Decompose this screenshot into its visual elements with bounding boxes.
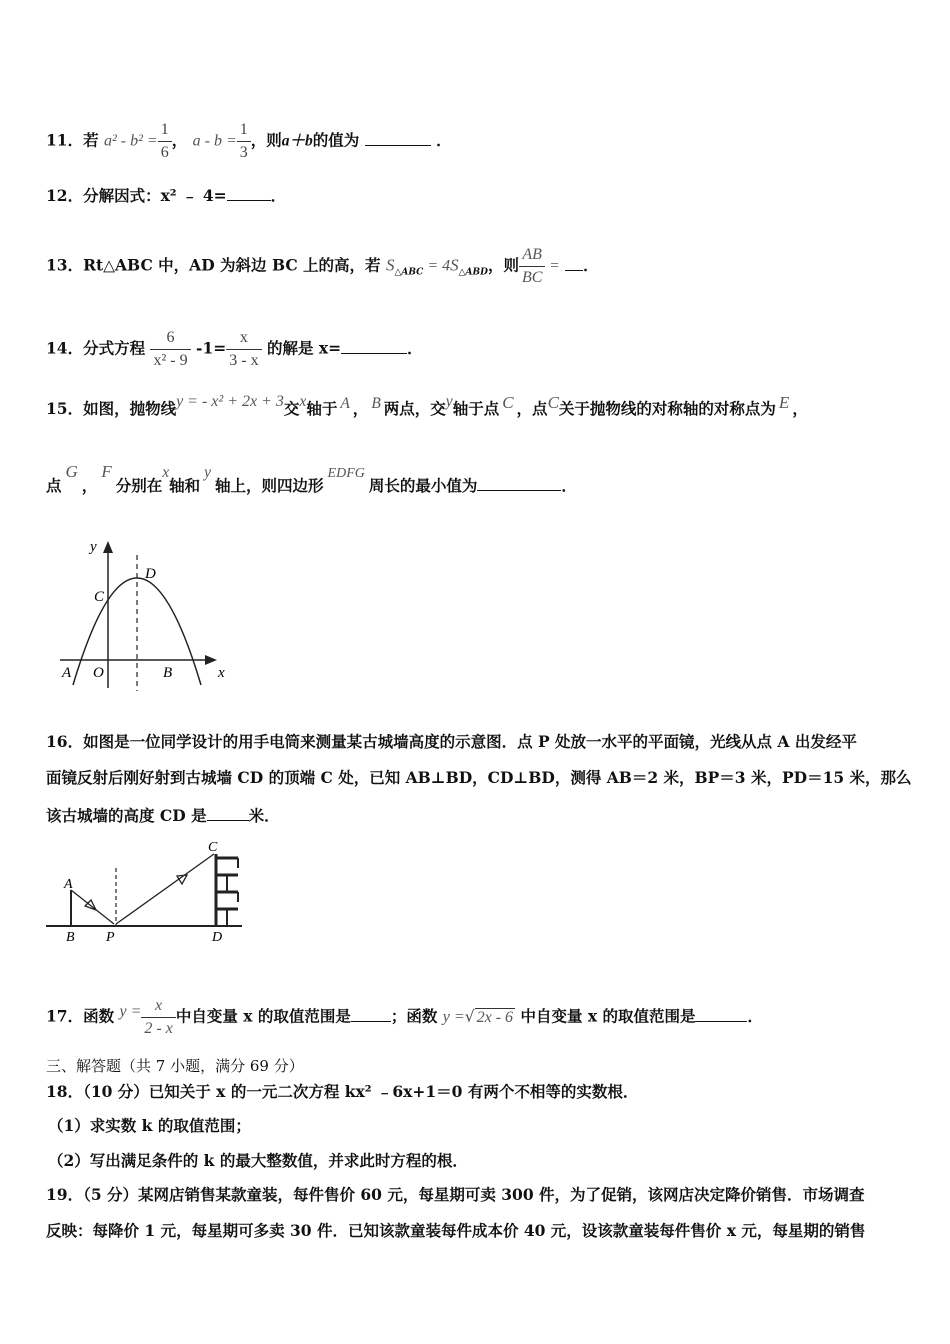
q17-frac: $\frac{x}{2 - x}$ (141, 996, 175, 1039)
point-P-label: P (106, 930, 115, 945)
question-16-line-2: 面镜反射后刚好射到古城墙 CD 的顶端 C 处，已知 AB⊥BD，CD⊥BD，测得 AB＝2 米，BP＝3 米，PD＝15 米，那么 (46, 768, 912, 787)
q11-frac-2: $\frac{1}{3}$ (237, 120, 251, 163)
point-B-label: B (163, 665, 173, 681)
point-D-label: D (212, 930, 223, 945)
ray-AP (71, 890, 114, 924)
question-18-part-1: （1）求实数 k 的取值范围； (48, 1116, 251, 1135)
answer-blank[interactable] (207, 806, 249, 821)
mirror-diagram (44, 838, 249, 948)
answer-blank[interactable] (565, 256, 583, 271)
question-14: 14．分式方程 $\frac{6}{\text{x² - 9}}$ -1= $\frac{x}{3 - x}$ 的解是 x= ． (46, 329, 423, 369)
answer-blank[interactable] (341, 339, 407, 354)
question-15-line-1: 15．如图，抛物线y = - x² + 2x + 3交x轴于 A ， B 两点，交y轴于点 C ，点C关于抛物线的对称轴的对称点为 E ， (46, 393, 808, 418)
q13-frac: $\frac{AB}{BC}$ (519, 245, 545, 288)
x-label: x (218, 665, 225, 681)
point-C-label: C (208, 840, 218, 855)
section-title: 三、解答题（共 7 小题，满分 69 分） (46, 1057, 304, 1075)
question-11: 11．若 a² - b² = $\frac{1}{6}$ ， a - b = $\frac{1}{3}$ ，则a＋b的值为 ． (46, 121, 452, 161)
ray-PC (116, 854, 214, 924)
x-axis-arrow (205, 655, 217, 665)
q14-frac-2: $\frac{x}{3 - x}$ (226, 328, 261, 371)
question-18: 18．（10 分）已知关于 x 的一元二次方程 kx² ﹣6x+1＝0 有两个不相等的实数根． (46, 1082, 639, 1101)
question-19-line-1: 19．（5 分）某网店销售某款童装，每件售价 60 元，每星期可卖 300 件，为了促销，该网店决定降价销售．市场调查 (46, 1185, 865, 1204)
question-16-line-1: 16．如图是一位同学设计的用手电筒来测量某古城墙高度的示意图．点 P 处放一水平的平面镜，光线从点 A 出发经平 (46, 732, 857, 751)
answer-blank[interactable] (695, 1007, 747, 1022)
q11-expr-1: a² - b² = (103, 132, 158, 150)
question-15-line-2: 点G，F分别在x轴和y轴上，则四边形EDFG周长的最小值为 ． (46, 462, 577, 495)
answer-blank[interactable] (477, 476, 561, 491)
point-A-label: A (62, 665, 72, 681)
point-A-label: A (64, 877, 73, 892)
answer-blank[interactable] (227, 186, 271, 201)
question-13: 13．Rt△ABC 中，AD 为斜边 BC 上的高，若 $S_{\triangle ABC} = 4S_{\triangle ABD}$，则 $\frac{AB}{BC}$ = ． (46, 246, 599, 286)
answer-blank[interactable] (351, 1007, 391, 1022)
q14-frac-1: $\frac{6}{\text{x² - 9}}$ (150, 328, 190, 371)
question-19-line-2: 反映：每降价 1 元，每星期可多卖 30 件．已知该款童装每件成本价 40 元，设该款童装每件售价 x 元，每星期的销售 (46, 1221, 866, 1240)
q11-frac-1: $\frac{1}{6}$ (158, 120, 172, 163)
point-D-label: D (145, 566, 156, 582)
q11-expr-2: a - b = (192, 132, 237, 150)
question-16-line-3: 该古城墙的高度 CD 是 米． (46, 806, 280, 825)
point-C-label: C (94, 589, 105, 605)
question-12: 12．分解因式：x² ﹣ 4= ． (46, 186, 287, 205)
parabola-graph (55, 533, 240, 693)
y-label: y (90, 539, 97, 555)
y-axis-arrow (103, 541, 113, 553)
question-18-part-2: （2）写出满足条件的 k 的最大整数值，并求此时方程的根． (48, 1151, 468, 1170)
question-17: 17．函数 y = $\frac{x}{2 - x}$ 中自变量 x 的取值范围是 ；函数 y =√ 2x - 6 中自变量 x 的取值范围是 ． (46, 997, 763, 1037)
answer-blank[interactable] (365, 131, 431, 146)
point-B-label: B (66, 930, 75, 945)
point-O-label: O (93, 665, 104, 681)
